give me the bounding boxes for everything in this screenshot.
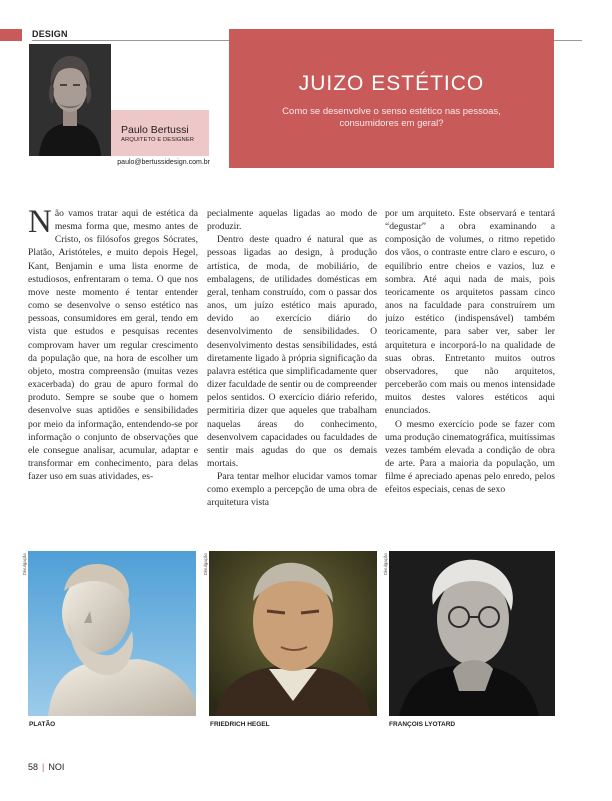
page-number: 58 [28, 762, 39, 772]
hegel-photo [209, 551, 377, 716]
photo-credit: Divulgação [383, 553, 388, 576]
article-column-3 [385, 207, 555, 542]
paragraph: Dentro deste quadro é natural que as pessoas ligadas ao design, à produção artística, de moda, de mobiliário, de embalagens, de utilidades domésticas em geral, tenham construído, com o passar dos anos, um juízo estético mais apurado, devido ao exercício diário do desenvolvimento de sensibilidades. O desenvolvimento destas sensibilidades, está diretamente ligado à própria significação da palavra estética que simplificadamente quer dizer faculdade de sentir ou de compreender pelos sentidos. O exercício diário referido, permitiria dizer que aqueles que trabalham naquelas áreas do conhecimento, desenvolvem capacidades ou faculdades de sentir mais agudas do que os demais mortais. [207, 234, 377, 469]
footer-separator: | [42, 762, 45, 772]
paragraph: por um arquiteto. Este observará e tentará “degustar” a obra examinando a composição de volumes, o ritmo repetido dos vãos, o contraste entre claro e escuro, o equilíbrio entre cheios e vazios, luz e sombra. Até aqui nada de mais, pois teoricamente os arquitetos passam cinco anos na faculdade para construírem um juízo estético (indispensável) também teoricamente, para saber ver, saber ler arquitetura e incorporá-lo na qualidade de suas obras. Entretanto muitos outros observadores, que não arquitetos, perceberão com mais ou menos intensidade muitos destes valores estéticos aqui enunciados. [385, 208, 555, 417]
photo-caption: FRIEDRICH HEGEL [210, 721, 270, 728]
paragraph: pecialmente aquelas ligadas ao modo de produzir. [207, 208, 377, 233]
article-column-2 [207, 207, 377, 542]
plato-photo [28, 551, 196, 716]
article-column-1 [28, 207, 198, 542]
lyotard-portrait-image [389, 551, 555, 716]
paragraph: Para tentar melhor elucidar vamos tomar como exemplo a percepção de uma obra de arquitetura vista [207, 471, 377, 509]
paragraph-text: ão vamos tratar aqui de estética da mesma forma que, mesmo antes de Cristo, os filósofos gregos Sócrates, Platão, Aristóteles, e muito depois Hegel, Kant, Benjamin e uma lista enorme de estudiosos, enfrentaram o tema. O que nos move neste momento é tentar entender como se desenvolve o senso estético nas pessoas, consumidores em geral, tendo em vista que estudos e pesquisas recentes comprovam haver um regular crescimento da população que, na hora de escolher um objeto, mostra compreensão (muitas vezes exacerbada) do grau de apuro formal do produto. Sempre se soube que o homem desenvolve suas aptidões e sensibilidades por meio da informação, entendendo-se por informação o conjunto de observações que ele consegue analisar, acumular, adaptar e transformar em conhecimento, para delas fazer uso em suas atividades, es- [28, 208, 198, 483]
author-role: ARQUITETO E DESIGNER [121, 137, 195, 143]
article-title: JUIZO ESTÉTICO [298, 72, 485, 95]
photo-credit: Divulgação [203, 553, 208, 576]
section-tab [0, 29, 22, 41]
photo-caption: PLATÃO [29, 721, 56, 728]
photo-caption: FRANÇOIS LYOTARD [389, 721, 456, 728]
hegel-portrait-image [209, 551, 377, 716]
author-email-link[interactable]: paulo@bertussidesign.com.br [117, 159, 210, 166]
magazine-name: NOI [48, 762, 65, 772]
title-box [229, 29, 554, 168]
author-name: Paulo Bertussi [121, 124, 189, 136]
page-footer [28, 762, 64, 772]
section-label: DESIGN [32, 29, 68, 39]
photo-credit: Divulgação [22, 553, 27, 576]
author-portrait-image [29, 44, 111, 156]
author-photo [29, 44, 111, 156]
dropcap: N [28, 207, 52, 240]
paragraph [28, 207, 198, 483]
paragraph: O mesmo exercício pode se fazer com uma produção cinematográfica, muitíssimas vezes também elevada a condição de obra de arte. Para a maioria da população, um filme é apreciado apenas pelo enredo, pelos efeitos especiais, cenas de sexo [385, 418, 555, 496]
plato-bust-image [28, 551, 196, 716]
lyotard-photo [389, 551, 555, 716]
article-subtitle: Como se desenvolve o senso estético nas pessoas, consumidores em geral? [282, 106, 501, 129]
